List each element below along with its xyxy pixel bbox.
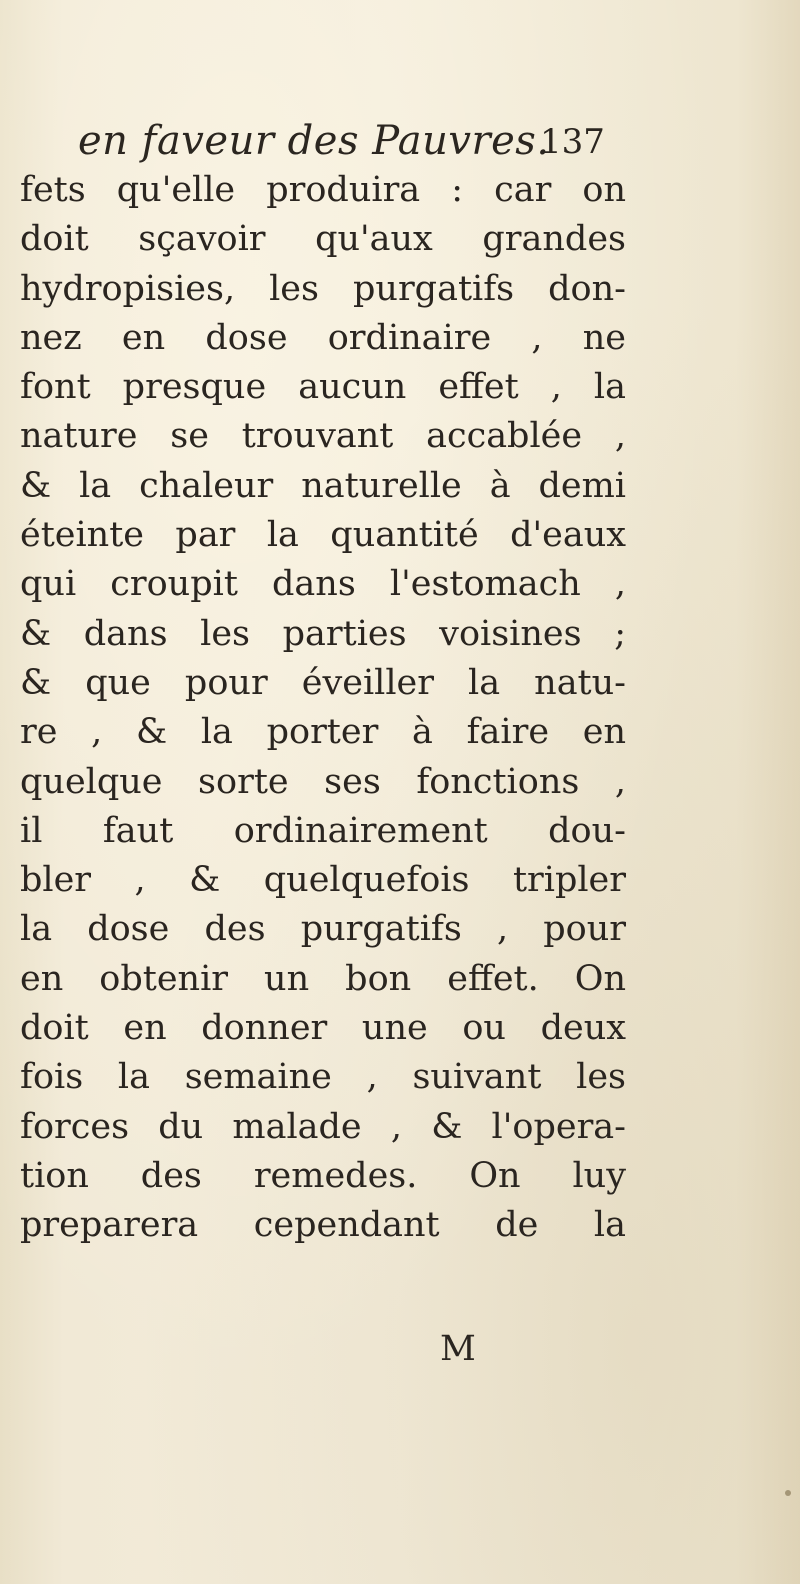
- text-line: en obtenir un bon effet. On: [20, 958, 626, 999]
- text-line: doit sçavoir qu'aux grandes: [20, 219, 626, 260]
- text-line: éteinte par la quantité d'eaux: [20, 515, 626, 556]
- text-line: tion des remedes. On luy: [20, 1155, 626, 1196]
- text-line: preparera cependant de la: [20, 1205, 626, 1246]
- text-line: la dose des purgatifs , pour: [20, 909, 626, 950]
- paper-spot: [785, 1490, 791, 1496]
- text-line: & dans les parties voisines ;: [20, 613, 626, 654]
- body-text: [20, 166, 630, 1251]
- page-number: 137: [540, 122, 605, 162]
- text-line: & que pour éveiller la natu-: [20, 662, 626, 703]
- text-line: fets qu'elle produira : car on: [20, 170, 626, 210]
- text-line: nature se trouvant accablée ,: [20, 416, 626, 457]
- signature-mark: M: [440, 1329, 476, 1369]
- text-line: qui croupit dans l'estomach ,: [20, 564, 626, 605]
- running-title: en faveur des Pauvres.: [78, 118, 550, 164]
- text-line: fois la semaine , suivant les: [20, 1057, 626, 1098]
- text-line: il faut ordinairement dou-: [20, 810, 626, 851]
- text-line: doit en donner une ou deux: [20, 1008, 626, 1049]
- text-line: hydropisies, les purgatifs don-: [20, 268, 626, 309]
- text-line: font presque aucun effet , la: [20, 367, 626, 408]
- text-line: quelque sorte ses fonctions ,: [20, 761, 626, 802]
- text-line: & la chaleur naturelle à demi: [20, 465, 626, 506]
- text-line: forces du malade , & l'opera-: [20, 1106, 626, 1147]
- text-line: re , & la porter à faire en: [20, 712, 626, 753]
- text-line: bler , & quelquefois tripler: [20, 860, 626, 901]
- text-line: nez en dose ordinaire , ne: [20, 317, 626, 358]
